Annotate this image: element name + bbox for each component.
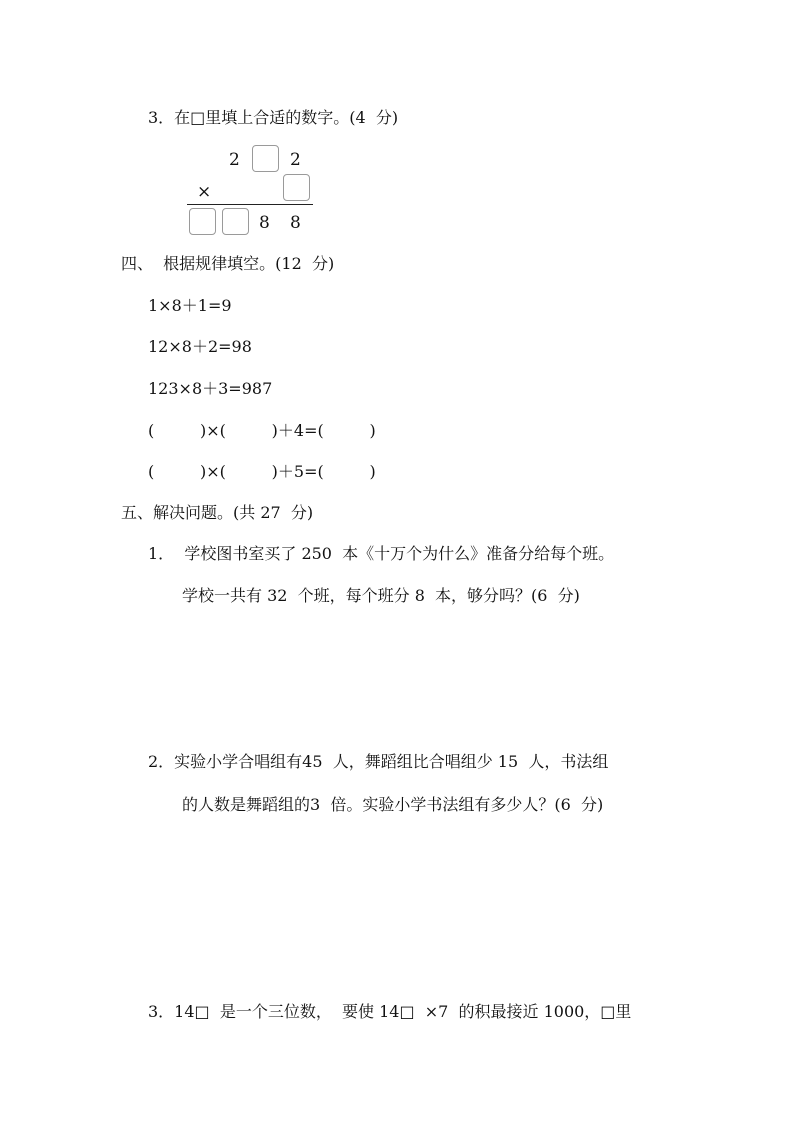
pattern-line-1: 1×8＋1=9 <box>148 296 232 315</box>
multiplicand-digit-1: 2 <box>229 150 240 170</box>
product-digit-tens: 8 <box>259 213 270 233</box>
blank-box-multiplier[interactable] <box>283 174 310 201</box>
section-4-title: 四、 根据规律填空。(12 分) <box>121 254 335 273</box>
problem-1-line-2: 学校一共有 32 个班，每个班分 8 本，够分吗？(6 分) <box>182 586 580 605</box>
problem-2-line-1: 2．实验小学合唱组有45 人，舞蹈组比合唱组少 15 人，书法组 <box>148 752 609 771</box>
question-3-title: 3．在□里填上合适的数字。(4 分) <box>148 108 399 127</box>
section-5-title: 五、解决问题。(共 27 分) <box>121 503 314 522</box>
blank-box-multiplicand-tens[interactable] <box>252 145 279 172</box>
pattern-line-4-blanks[interactable]: ( )×( )＋4=( ) <box>148 421 376 440</box>
pattern-line-5-blanks[interactable]: ( )×( )＋5=( ) <box>148 462 376 481</box>
blank-box-product-hundreds[interactable] <box>222 208 249 235</box>
product-digit-ones: 8 <box>290 213 301 233</box>
multiplicand-digit-3: 2 <box>290 150 301 170</box>
problem-3-line-1: 3．14□ 是一个三位数， 要使 14□ ×7 的积最接近 1000，□里 <box>148 1002 632 1021</box>
problem-2-answer-space[interactable] <box>148 825 668 995</box>
pattern-line-2: 12×8＋2=98 <box>148 337 252 356</box>
multiplication-rule-line <box>187 204 313 205</box>
pattern-line-3: 123×8＋3=987 <box>148 379 273 398</box>
problem-1-answer-space[interactable] <box>148 615 668 745</box>
problem-1-line-1: 1． 学校图书室买了 250 本《十万个为什么》准备分给每个班。 <box>148 544 615 563</box>
multiply-sign: × <box>197 182 212 202</box>
problem-2-line-2: 的人数是舞蹈组的3 倍。实验小学书法组有多少人？(6 分) <box>182 795 604 814</box>
blank-box-product-thousands[interactable] <box>189 208 216 235</box>
